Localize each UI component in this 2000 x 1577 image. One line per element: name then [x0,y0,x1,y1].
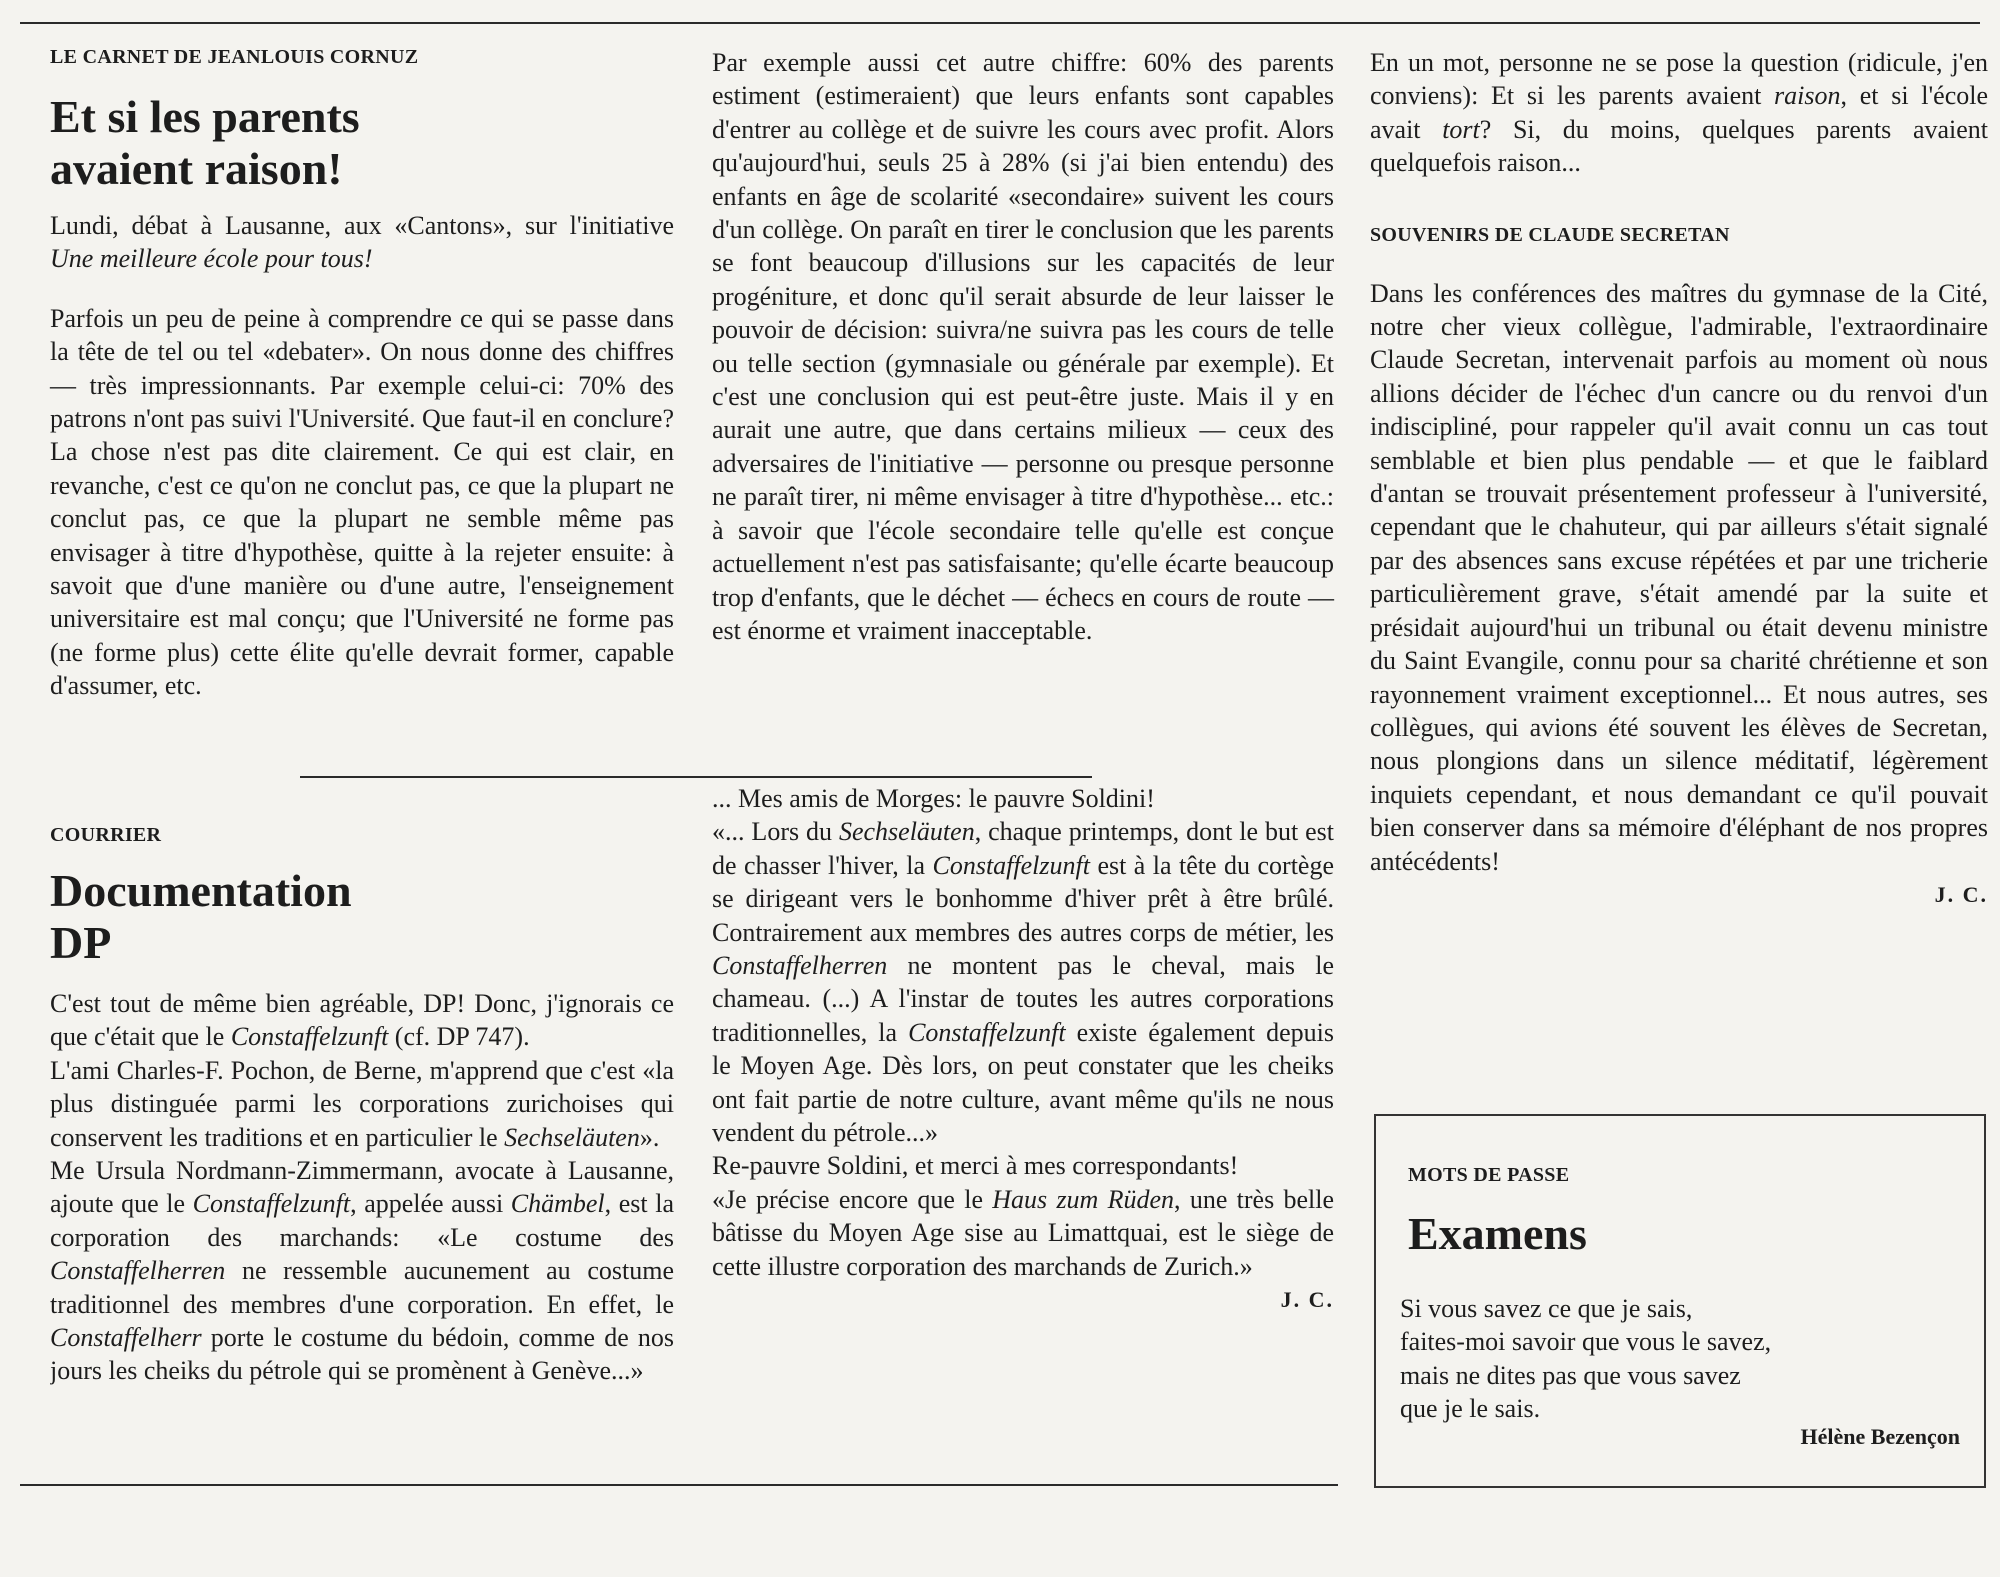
courrier-p2: L'ami Charles-F. Pochon, de Berne, m'apprend que c'est «la plus distinguée parmi les corporations zurichoises qui conservent les traditions et en particulier le Sechseläuten». [50,1055,674,1152]
courrier-p4: ... Mes amis de Morges: le pauvre Soldini! [712,784,1155,813]
courrier-title-line1: Documentation [50,865,352,916]
poem-line: mais ne dites pas que vous savez [1400,1360,1741,1390]
courrier-p3: Me Ursula Nordmann-Zimmermann, avocate à Lausanne, ajoute que le Constaffelzunft, appelée aussi Chämbel, est la corporation des marchands: «Le costume des Constaffelherren ne ressemble aucunement au costume traditionnel des membres d'une corporation. En effet, le Constaffelherr porte le costume du bédoin, comme de nos jours les cheiks du pétrole qui se promènent à Genève...» [50,1156,674,1386]
courrier-p7: «Je précise encore que le Haus zum Rüden, une très belle bâtisse du Moyen Age sise au Limattquai, est le siège de cette illustre corporation des marchands de Zurich.» [712,1184,1334,1281]
mots-poem [1400,1292,1960,1426]
carnet-paragraph-2: Par exemple aussi cet autre chiffre: 60% des parents estiment (estimeraient) que leurs enfants sont capables d'entrer au collège et de suivre les cours avec profit. Alors qu'aujourd'hui, seuls 25 à 28% (si j'ai bien entendu) des enfants en âge de scolarité «secondaire» suivent les cours d'un collège. On paraît en tirer le conclusion que les parents se font beaucoup d'illusions sur les capacités de leur progéniture, et donc qu'il serait absurde de leur laisser le pouvoir de décision: suivra/ne suivra pas les cours de telle ou telle section (gymnasiale ou générale par exemple). Et c'est une conclusion qui est peut-être juste. Mais il y en aurait une autre, que dans certains milieux — ceux des adversaires de l'initiative — personne ou presque personne ne paraît tirer, ni même envisager à titre d'hypothèse... etc.: à savoir que l'école secondaire telle qu'elle est conçue actuellement n'est pas satisfaisante; qu'elle écarte beaucoup trop d'enfants, que le déchet — échecs en cours de route — est énorme et vraiment inacceptable. [712,48,1334,645]
carnet-intro: Lundi, débat à Lausanne, aux «Cantons», sur l'initiative Une meilleure école pour tous! [50,211,674,274]
courrier-column-2 [712,782,1334,1317]
poem-line: faites-moi savoir que vous le savez, [1400,1327,1772,1357]
carnet-paragraph-3: En un mot, personne ne se pose la question (ridicule, j'en conviens): Et si les parents avaient raison, et si l'école avait tort? Si, du moins, quelques parents avaient quelquefois raison... [1370,48,1989,178]
souvenirs-kicker: SOUVENIRS DE CLAUDE SECRETAN [1370,223,1730,246]
carnet-title-line2: avaient raison! [50,143,343,194]
mots-title: Examens [1408,1208,1587,1259]
souvenirs-signature: J. C. [1934,881,1988,907]
poem-line: que je le sais. [1400,1394,1541,1424]
carnet-paragraph-1: Parfois un peu de peine à comprendre ce qui se passe dans la tête de tel ou tel «debater». On nous donne des chiffres — très impressionnants. Par exemple celui-ci: 70% des patrons n'ont pas suivi l'Université. Que faut-il en conclure? La chose n'est pas dite clairement. Ce qui est clair, en revanche, c'est ce qu'on ne conclut pas, ce que la plupart ne conclut pas, ce que la plupart ne semble même pas envisager à titre d'hypothèse, quitte à la rejeter ensuite: à savoit que d'une manière ou d'une autre, l'enseignement universitaire est mal conçu; que l'Université ne forme pas (ne forme plus) cette élite qu'elle devrait former, capable d'assumer, etc. [50,303,674,701]
poem-line: Si vous savez ce que je sais, [1400,1294,1693,1323]
top-rule [20,22,1980,24]
mots-de-passe-box [1374,1114,1986,1488]
courrier-column-1 [50,824,674,1467]
courrier-signature: J. C. [1280,1287,1334,1313]
carnet-column-1 [50,46,674,703]
courrier-headline [50,865,674,969]
mots-kicker: MOTS DE PASSE [1408,1164,1570,1186]
mid-rule [300,776,1092,778]
bottom-rule [20,1484,1338,1486]
carnet-column-2 [712,46,1334,647]
carnet-title-line1: Et si les parents [50,91,360,142]
carnet-headline [50,91,674,195]
courrier-p5: «... Lors du Sechseläuten, chaque printemps, dont le but est de chasser l'hiver, la Constaffelzunft est à la tête du cortège se dirigeant vers le bonhomme d'hiver prêt à être brûlé. Contrairement aux membres des autres corps de métier, les Constaffelherren ne montent pas le cheval, mais le chameau. (...) A l'instar de toutes les autres corporations traditionnelles, la Constaffelzunft existe également depuis le Moyen Age. Dès lors, on peut constater que les cheiks ont fait partie de notre culture, avant même qu'ils ne nous vendent du pétrole...» [712,817,1335,1148]
courrier-title-line2: DP [50,917,112,968]
courrier-kicker: COURRIER [50,824,162,846]
carnet-kicker: LE CARNET DE JEANLOUIS CORNUZ [50,46,419,68]
courrier-p1: C'est tout de même bien agréable, DP! Donc, j'ignorais ce que c'était que le Constaffelzunft (cf. DP 747). [50,989,674,1052]
column-3 [1370,46,1988,911]
courrier-p6: Re-pauvre Soldini, et merci à mes correspondants! [712,1151,1239,1181]
souvenirs-body: Dans les conférences des maîtres du gymnase de la Cité, notre cher vieux collègue, l'admirable, l'extraordinaire Claude Secretan, intervenait parfois au moment où nous allions décider de l'échec d'un cancre ou du renvoi d'un indiscipliné, pour rappeler qu'il avait connu un cas tout semblable et bien plus pendable — et que le faiblard d'antan se trouvait présentement professeur à l'université, cependant que le chahuteur, qui par ailleurs s'était signalé par des absences sans excuse répétées et par une tricherie particulièrement grave, s'était amendé par la suite et présidait aujourd'hui un tribunal ou était devenu ministre du Saint Evangile, connu pour sa charité chrétienne et son rayonnement vraiment exceptionnel... Et nous autres, ses collègues, qui avions été souvent les élèves de Secretan, nous plongions dans un silence méditatif, légèrement inquiets cependant, et nous demandant ce qu'il pouvait bien conserver dans sa mémoire d'éléphant de nos propres antécédents! [1370,278,1988,876]
mots-author: Hélène Bezençon [1800,1424,1960,1449]
